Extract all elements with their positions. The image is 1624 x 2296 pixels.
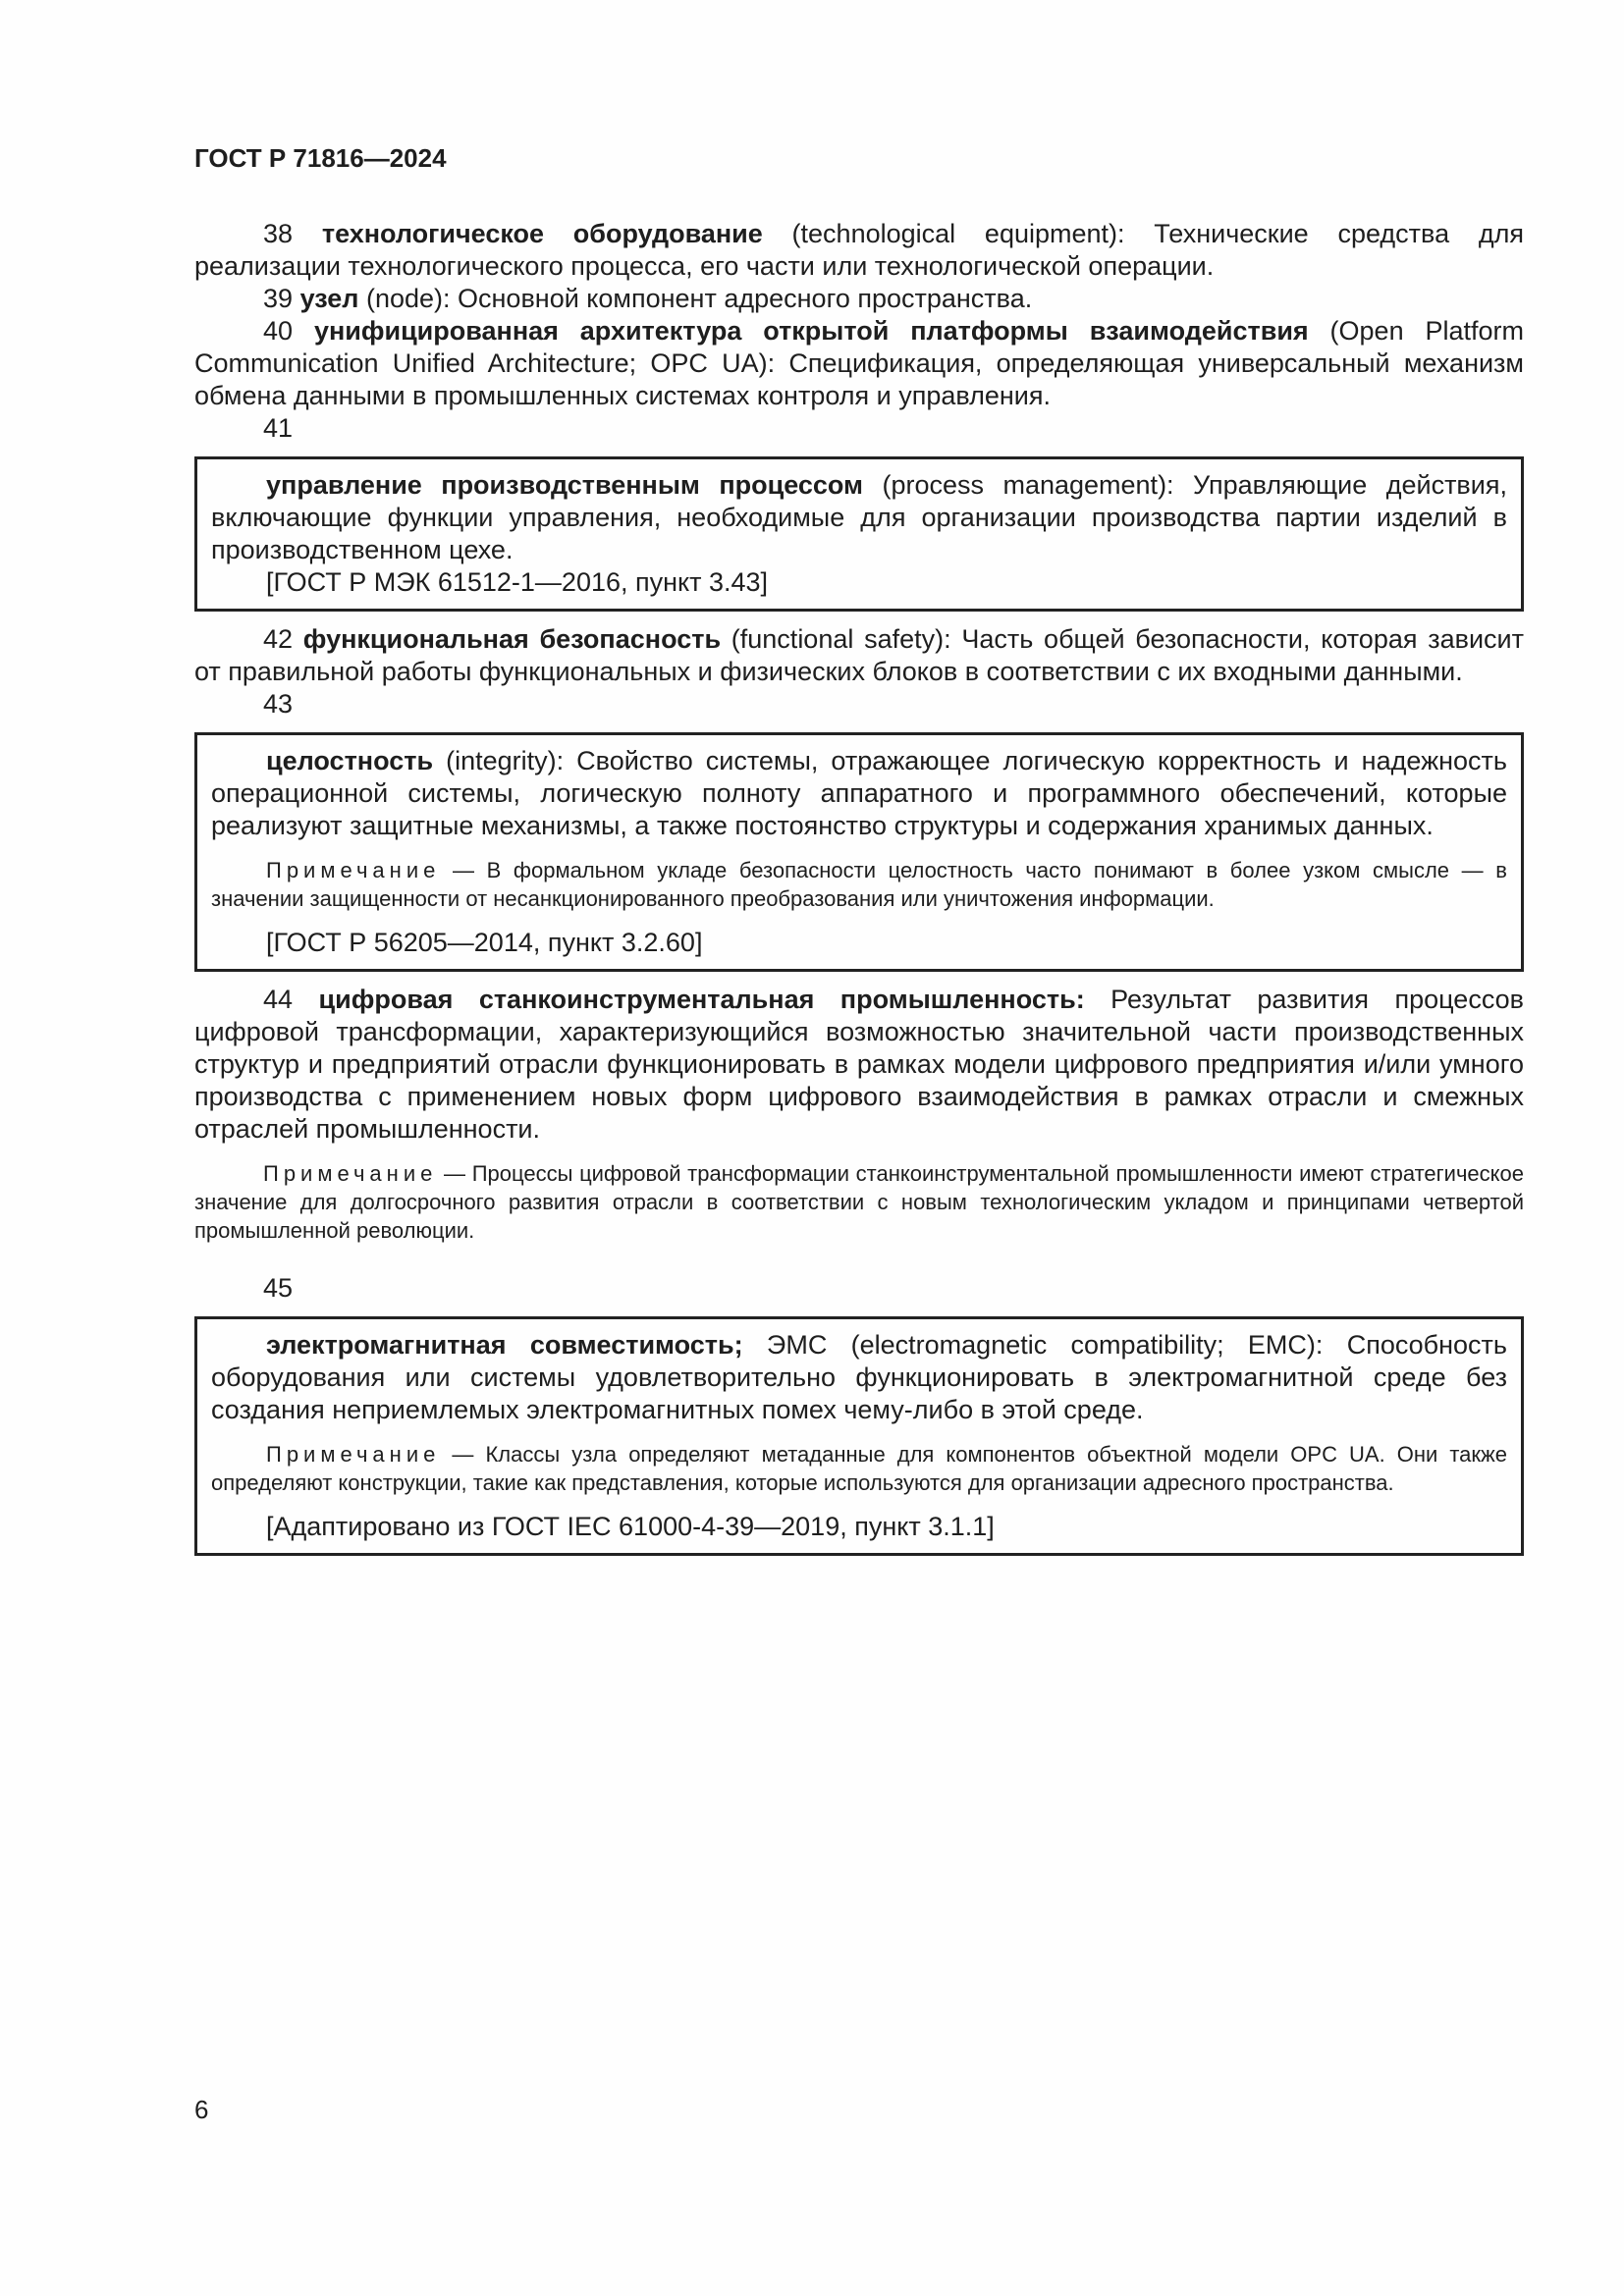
note-label: Примечание	[263, 1161, 438, 1186]
entry-45-source: [Адаптировано из ГОСТ IEC 61000-4-39—2019, пункт 3.1.1]	[266, 1512, 995, 1541]
entry-number: 38	[263, 219, 294, 248]
entry-43-box	[194, 732, 1524, 972]
entry-term: узел	[299, 284, 359, 313]
entry-number: 42	[263, 624, 294, 654]
note-label: Примечание	[266, 1442, 441, 1467]
entry-45	[211, 1329, 1507, 1426]
document-header: ГОСТ Р 71816—2024	[194, 143, 447, 173]
entry-definition: (integrity): Свойство системы, отражающее логическую корректность и надежность операционной системы, логическую полноту аппаратного и программного обеспечений, которые реализуют защитные механизмы, а также постоянство структуры и содержания хранимых данных.	[211, 746, 1507, 840]
entry-term: технологическое оборудование	[321, 219, 763, 248]
spacer	[194, 1258, 1524, 1272]
entry-term: цифровая станкоинструментальная промышленность:	[318, 985, 1085, 1014]
entry-term: управление производственным процессом	[266, 470, 864, 500]
page-number: 6	[194, 2095, 209, 2124]
note-label: Примечание	[266, 858, 441, 882]
entry-43-number: 43	[263, 689, 294, 719]
entry-45-box	[194, 1316, 1524, 1556]
entry-definition: (technological equipment): Технические средства для реализации технологического процесса, его части или технологической операции.	[194, 219, 1524, 281]
entry-definition: (process management): Управляющие действия, включающие функции управления, необходимые для организации производства партии изделий в производственном цехе.	[211, 470, 1507, 564]
entry-term: электромагнитная совместимость;	[266, 1330, 743, 1360]
entry-number: 39	[263, 284, 294, 313]
entry-44-note	[194, 1159, 1524, 1245]
note-text: — Классы узла определяют метаданные для компонентов объектной модели OPC UA. Они также определяют конструкции, такие как представления, которые используются для организации адресного пространства.	[211, 1442, 1507, 1495]
entry-44	[194, 984, 1524, 1146]
entry-40	[194, 315, 1524, 412]
entry-43	[211, 745, 1507, 842]
entry-45-note	[211, 1440, 1507, 1497]
entry-42	[194, 623, 1524, 688]
page-content	[194, 142, 1524, 1568]
entry-definition: (Open Platform Communication Unified Architecture; OPC UA): Спецификация, определяющая универсальный механизм обмена данными в промышленных системах контроля и управления.	[194, 316, 1524, 410]
entry-43-source: [ГОСТ Р 56205—2014, пункт 3.2.60]	[266, 928, 703, 957]
entry-number: 44	[263, 985, 294, 1014]
note-text: — Процессы цифровой трансформации станкоинструментальной промышленности имеют стратегическое значение для долгосрочного развития отрасли в соответствии с новым технологическим укладом и принципами четвертой промышленной революции.	[194, 1161, 1524, 1243]
entry-definition: ЭМС (electromagnetic compatibility; EMC): Способность оборудования или системы удовлетворительно функционировать в электромагнитной среде без создания неприемлемых электромагнитных помех чему-либо в этой среде.	[211, 1330, 1507, 1424]
entry-41-number: 41	[263, 413, 294, 443]
entry-term: целостность	[266, 746, 434, 775]
entry-definition: (functional safety): Часть общей безопасности, которая зависит от правильной работы функциональных и физических блоков в соответствии с их входными данными.	[194, 624, 1524, 686]
entry-43-note	[211, 856, 1507, 913]
entry-term: унифицированная архитектура открытой платформы взаимодействия	[313, 316, 1309, 346]
entry-41	[211, 469, 1507, 566]
entry-39	[194, 283, 1524, 315]
note-text: — В формальном укладе безопасности целостность часто понимают в более узком смысле — в значении защищенности от несанкционированного преобразования или уничтожения информации.	[211, 858, 1507, 911]
entry-term: функциональная безопасность	[302, 624, 722, 654]
entry-number: 40	[263, 316, 294, 346]
entry-45-number: 45	[263, 1273, 294, 1303]
entry-definition: Результат развития процессов цифровой трансформации, характеризующийся возможностью значительной части производственных структур и предприятий отрасли функционировать в рамках модели цифрового предприятия и/или умного производства с применением новых форм цифрового взаимодействия в рамках отрасли и смежных отраслей промышленности.	[194, 985, 1524, 1144]
entry-38	[194, 218, 1524, 283]
entry-definition: (node): Основной компонент адресного пространства.	[358, 284, 1033, 313]
entry-41-box	[194, 456, 1524, 612]
entry-41-source: [ГОСТ Р МЭК 61512-1—2016, пункт 3.43]	[266, 567, 769, 597]
